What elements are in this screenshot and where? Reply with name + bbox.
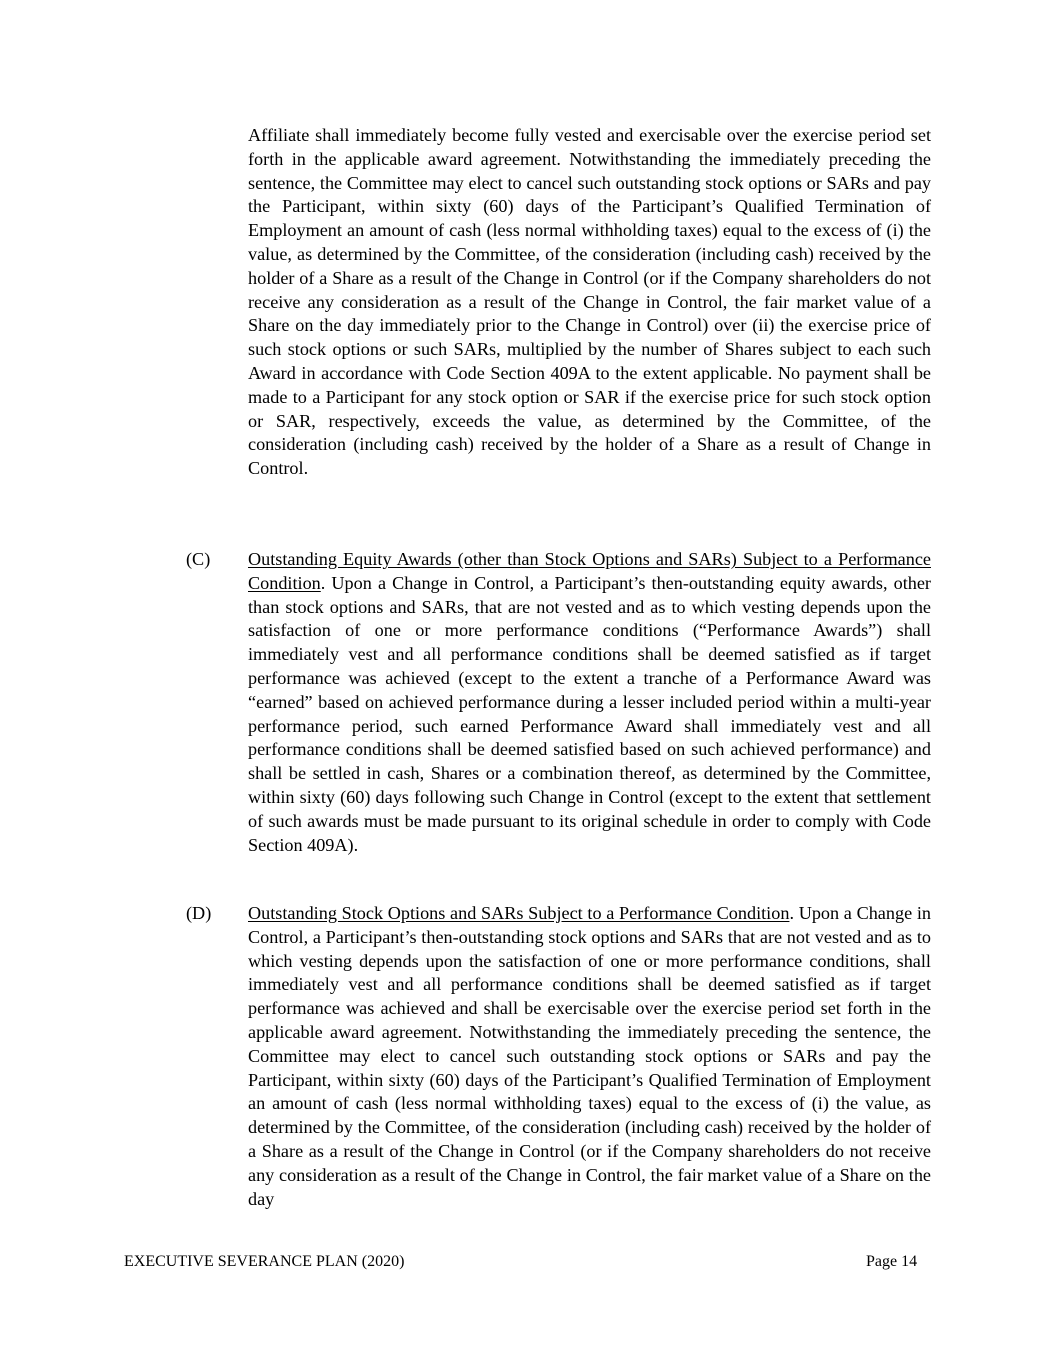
section-c-paragraph bbox=[248, 548, 931, 857]
footer-document-title: EXECUTIVE SEVERANCE PLAN (2020) bbox=[124, 1253, 405, 1270]
section-c-label: (C) bbox=[186, 549, 211, 569]
section-d-paragraph bbox=[248, 902, 931, 1211]
continued-paragraph: Affiliate shall immediately become fully vested and exercisable over the exercise period set forth in the applicable award agreement. Notwithstanding the immediately preceding the sentence, the Committee may elect to cancel such outstanding stock options or SARs and pay the Participant, within sixty (60) days of the Participant’s Qualified Termination of Employment an amount of cash (less normal withholding taxes) equal to the excess of (i) the value, as determined by the Committee, of the consideration (including cash) received by the holder of a Share as a result of the Change in Control (or if the Company shareholders do not receive any consideration as a result of the Change in Control, the fair market value of a Share on the day immediately prior to the Change in Control) over (ii) the exercise price of such stock options or such SARs, multiplied by the number of Shares subject to each such Award in accordance with Code Section 409A to the extent applicable. No payment shall be made to a Participant for any stock option or SAR if the exercise price for such stock option or SAR, respectively, exceeds the value, as determined by the Committee, of the consideration (including cash) received by the holder of a Share as a result of Change in Control. bbox=[248, 125, 931, 479]
section-d-heading: Outstanding Stock Options and SARs Subject to a Performance Condition bbox=[248, 903, 790, 923]
section-d-label: (D) bbox=[186, 903, 212, 923]
footer-page-number: Page 14 bbox=[866, 1253, 918, 1270]
section-c-body: . Upon a Change in Control, a Participant’s then-outstanding equity awards, other than stock options and SARs, that are not vested and as to which vesting depends upon the satisfaction of one or more performance conditions (“Performance Awards”) shall immediately vest and all performance conditions shall be deemed satisfied as if target performance was achieved (except to the extent a tranche of a Performance Award was “earned” based on achieved performance during a lesser included period within a multi-year performance period, such earned Performance Award shall immediately vest and all performance conditions shall be deemed satisfied based on such achieved performance) and shall be settled in cash, Shares or a combination thereof, as determined by the Committee, within sixty (60) days following such Change in Control (except to the extent that settlement of such awards must be made pursuant to its original schedule in order to comply with Code Section 409A). bbox=[248, 572, 931, 855]
section-d-body: . Upon a Change in Control, a Participant’s then-outstanding stock options and SARs that are not vested and as to which vesting depends upon the satisfaction of one or more performance conditions, shall immediately vest and all performance conditions shall be deemed satisfied as if target performance was achieved and shall be exercisable over the exercise period set forth in the applicable award agreement. Notwithstanding the immediately preceding the sentence, the Committee may elect to cancel such outstanding stock options or SARs and pay the Participant, within sixty (60) days of the Participant’s Qualified Termination of Employment an amount of cash (less normal withholding taxes) equal to the excess of (i) the value, as determined by the Committee, of the consideration (including cash) received by the holder of a Share as a result of the Change in Control (or if the Company shareholders do not receive any consideration as a result of the Change in Control, the fair market value of a Share on the day bbox=[248, 903, 931, 1209]
section-c-heading: Outstanding Equity Awards (other than Stock Options and SARs) Subject to a Performance Condition bbox=[248, 549, 931, 593]
